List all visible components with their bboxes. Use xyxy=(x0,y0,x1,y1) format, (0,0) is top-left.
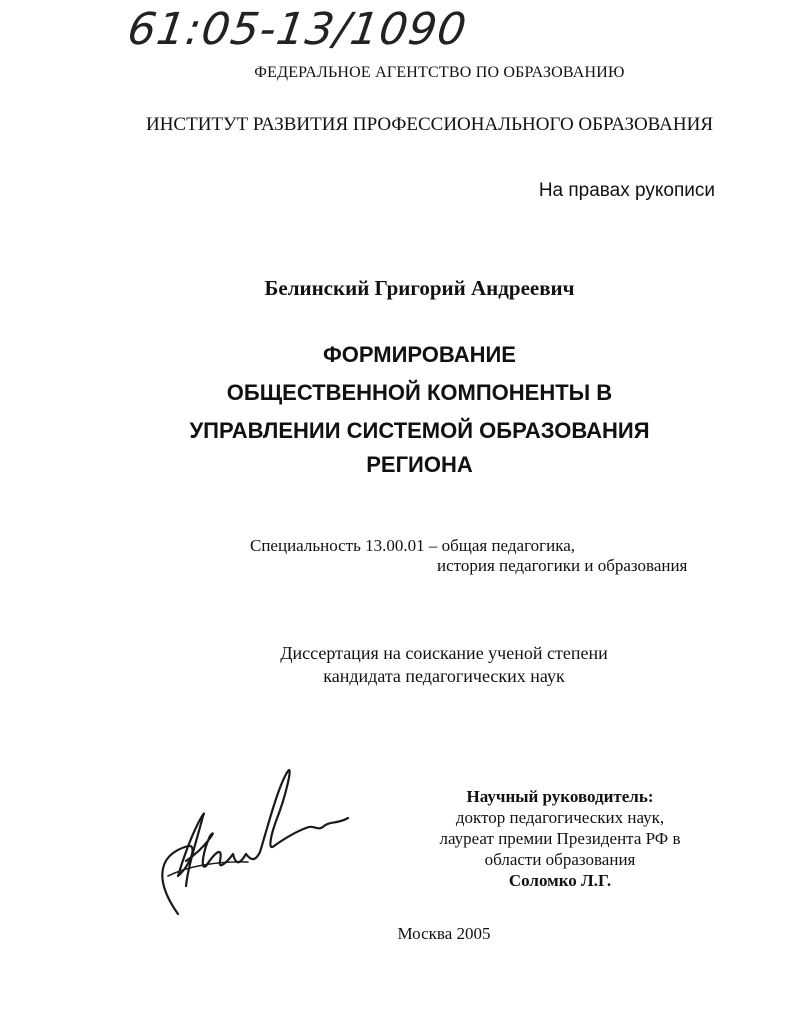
title-line-4: РЕГИОНА xyxy=(366,452,473,477)
dissertation-line-1: Диссертация на соискание ученой степени xyxy=(280,643,608,663)
supervisor-name: Соломко Л.Г. xyxy=(508,871,612,890)
dissertation-line-2: кандидата педагогических наук xyxy=(323,666,565,686)
author-name: Белинский Григорий Андреевич xyxy=(264,276,575,300)
specialty-line-2: история педагогики и образования xyxy=(437,556,688,575)
manuscript-note: На правах рукописи xyxy=(538,180,715,201)
title-line-3: УПРАВЛЕНИИ СИСТЕМОЙ ОБРАЗОВАНИЯ xyxy=(189,418,650,443)
signature-image xyxy=(148,766,358,916)
supervisor-heading: Научный руководитель: xyxy=(466,787,654,806)
dissertation-title xyxy=(0,336,799,480)
supervisor-degree: доктор педагогических наук, xyxy=(455,808,665,827)
supervisor-award-1: лауреат премии Президента РФ в xyxy=(439,829,681,848)
title-line-2: ОБЩЕСТВЕННОЙ КОМПОНЕНТЫ В xyxy=(226,380,613,405)
dissertation-degree xyxy=(0,642,799,688)
institute-name: ИНСТИТУТ РАЗВИТИЯ ПРОФЕССИОНАЛЬНОГО ОБРАЗОВАНИЯ xyxy=(145,114,713,135)
supervisor-block xyxy=(400,786,720,891)
specialty-line-1: Специальность 13.00.01 – общая педагогика, xyxy=(250,536,575,555)
archive-code-handwritten: 61:05-13/1090 xyxy=(124,4,471,55)
supervisor-award-2: области образования xyxy=(484,850,636,869)
agency-name: ФЕДЕРАЛЬНОЕ АГЕНТСТВО ПО ОБРАЗОВАНИЮ xyxy=(254,64,625,81)
title-line-1: ФОРМИРОВАНИЕ xyxy=(323,342,516,367)
city-year: Москва 2005 xyxy=(397,924,491,943)
